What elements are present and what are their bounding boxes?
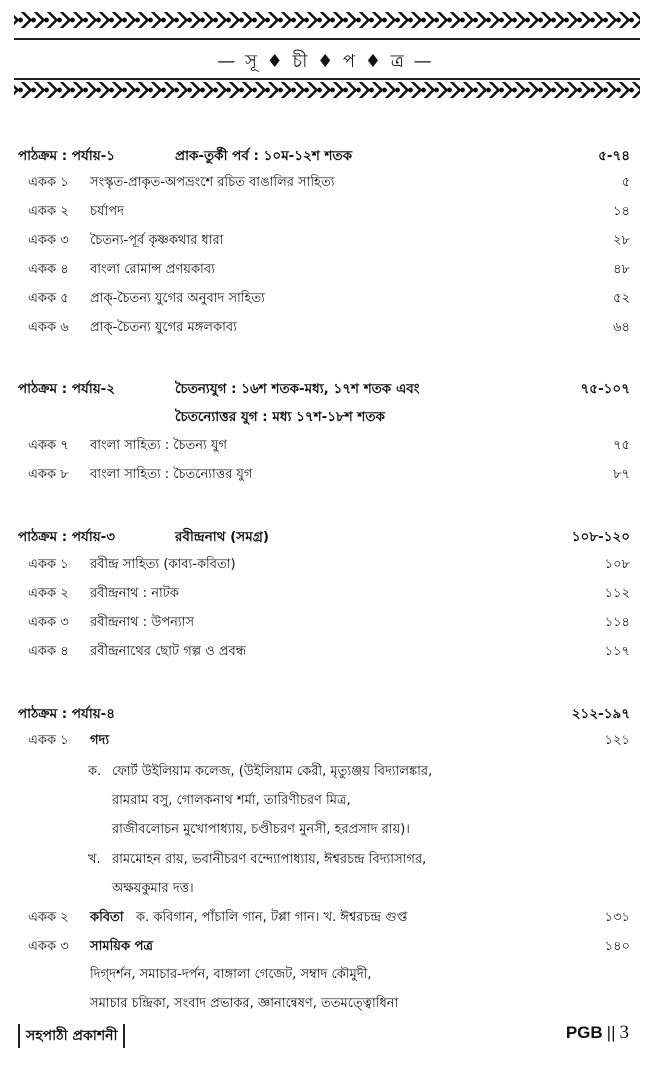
- book-code: PGB: [565, 1023, 603, 1042]
- section-title: প্রাক-তুর্কী পর্ব : ১০ম-১২শ শতক: [175, 148, 353, 164]
- toc-row: একক ৩ সাময়িক পত্র ১৪০: [28, 939, 630, 954]
- section-header-2-line2: চৈতন্যোত্তর যুগ : মধ্য ১৭শ-১৮শ শতক: [175, 409, 385, 425]
- toc-row: একক ২ কবিতা ক. কবিগান, পাঁচালি গান, টপ্পা গান। খ. ঈশ্বরচন্দ্র গুপ্ত ১৩১: [28, 910, 630, 925]
- toc-row: একক ৪ বাংলা রোমান্স প্রণয়কাব্য ৪৮: [28, 262, 630, 277]
- item-line: ফোর্ট উইলিয়াম কলেজ, (উইলিয়াম কেরী, মৃত্যুঞ্জয় বিদ্যালঙ্কার,: [112, 764, 433, 779]
- toc-row: একক ৩ চৈতন্য-পূর্ব কৃষ্ণকথার ধারা ২৮: [28, 233, 630, 248]
- page-title: — সূ ♦ চী ♦ প ♦ ত্র —: [217, 51, 434, 72]
- toc-row: একক ৩ রবীন্দ্রনাথ : উপন্যাস ১১৪: [28, 615, 630, 630]
- toc-row: একক ২ চর্যাপদ ১৪: [28, 204, 630, 219]
- section-header-3: পাঠক্রম : পর্যায়-৩ রবীন্দ্রনাথ (সমগ্র) ১০৮-১২০: [18, 529, 630, 545]
- section-pages: ৫-৭৪: [598, 148, 630, 164]
- item-line: অক্ষয়কুমার দত্ত।: [112, 881, 194, 896]
- toc-row: একক ২ রবীন্দ্রনাথ : নাটক ১১২: [28, 586, 630, 601]
- page-number: 3: [619, 1022, 629, 1043]
- toc-row: একক ৭ বাংলা সাহিত্য : চৈতন্য যুগ ৭৫: [28, 438, 630, 453]
- section-label: পাঠক্রম : পর্যায়-১: [18, 148, 116, 164]
- decorative-border-bottom: [14, 82, 640, 98]
- item-line: রাজীবলোচন মুখোপাধ্যায়, চণ্ডীচরণ মুনসী, হরপ্রসাদ রায়)।: [112, 822, 410, 837]
- publisher-name: সহপাঠী প্রকাশনী: [18, 1024, 125, 1048]
- item-marker: ক.: [88, 764, 102, 779]
- section-header-2: পাঠক্রম : পর্যায়-২ চৈতন্যযুগ : ১৬শ শতক-মধ্য, ১৭শ শতক এবং ৭৫-১০৭: [18, 381, 630, 397]
- item-marker: খ.: [88, 852, 101, 867]
- decorative-border-top: [14, 12, 640, 28]
- toc-row: একক ১ রবীন্দ্র সাহিত্য (কাব্য-কবিতা) ১০৮: [28, 557, 630, 572]
- toc-row: একক ৪ রবীন্দ্রনাথের ছোট গল্প ও প্রবন্ধ ১১৭: [28, 644, 630, 659]
- section-header-4: পাঠক্রম : পর্যায়-৪ ২১২-১৯৭: [18, 706, 630, 722]
- toc-row: একক ৮ বাংলা সাহিত্য : চৈতন্যোত্তর যুগ ৮৭: [28, 467, 630, 482]
- toc-row: একক ৫ প্রাক্-চৈতন্য যুগের অনুবাদ সাহিত্য ৫২: [28, 291, 630, 306]
- item-line: দিগ্‌দর্শন, সমাচার-দর্পন, বাঙ্গালা গেজেট, সম্বাদ কৌমুদী,: [90, 967, 372, 982]
- item-line: রামমোহন রায়, ভবানীচরণ বন্দ্যোপাধ্যায়, ঈশ্বরচন্দ্র বিদ্যাসাগর,: [112, 852, 427, 867]
- toc-row: একক ৬ প্রাক্-চৈতন্য যুগের মঙ্গলকাব্য ৬৪: [28, 320, 630, 335]
- top-rule: [14, 38, 640, 40]
- toc-row: একক ১ সংস্কৃত-প্রাকৃত-অপভ্রংশে রচিত বাঙালির সাহিত্য ৫: [28, 175, 630, 190]
- separator: ||: [606, 1023, 616, 1042]
- item-line: রামরাম বসু, গোলকনাথ শর্মা, তারিণীচরণ মিত্র,: [112, 793, 351, 808]
- item-line: সমাচার চন্দ্রিকা, সংবাদ প্রভাকর, জ্ঞানান্বেষণ, ততমত্ত্বোধিনা: [90, 996, 399, 1011]
- section-header-1: [18, 145, 630, 168]
- bottom-rule: [14, 78, 640, 80]
- toc-row: একক ১ গদ্য ১২১: [28, 733, 630, 748]
- page-footer: [566, 1022, 629, 1044]
